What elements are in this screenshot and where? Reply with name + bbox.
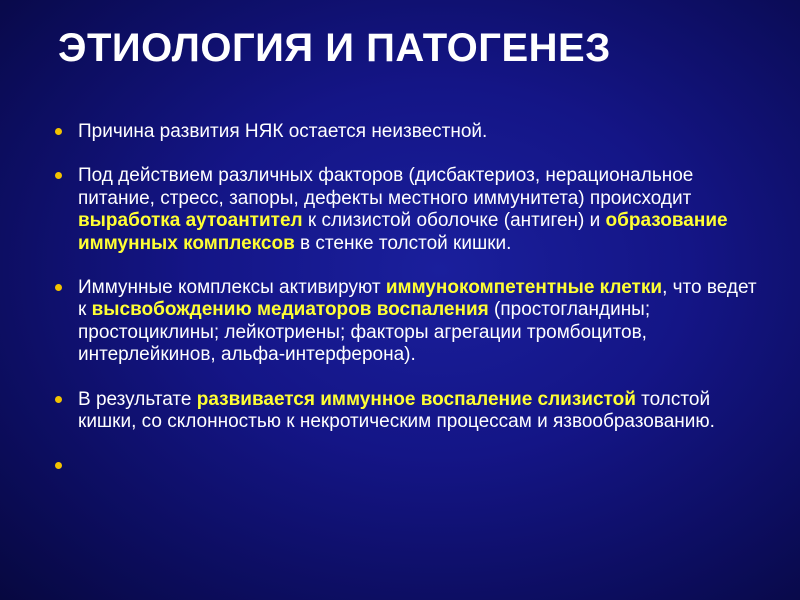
highlighted-text-segment: развивается иммунное воспаление слизистой: [196, 388, 636, 410]
text-segment: В результате: [78, 388, 197, 410]
bullet-dot-icon: [55, 284, 62, 291]
bullet-item-empty: [54, 455, 764, 477]
bullet-text: [78, 121, 487, 142]
bullet-dot-icon: [55, 462, 62, 469]
text-segment: Причина развития НЯК остается неизвестной.: [78, 121, 488, 142]
slide-title: ЭТИОЛОГИЯ И ПАТОГЕНЕЗ: [58, 26, 611, 70]
text-segment: , что ведет к: [78, 277, 757, 321]
bullet-dot-icon: [55, 128, 62, 135]
bullet-text: [78, 389, 715, 432]
bullet-item: [54, 165, 764, 255]
bullet-item: [54, 277, 764, 367]
highlighted-text-segment: высвобождению медиаторов воспаления: [91, 299, 489, 321]
text-segment: (простогландины; простоциклины; лейкотриены; факторы агрегации тромбоцитов, интерлейкинов, альфа-интерферона).: [78, 299, 651, 366]
bullet-text: [78, 165, 728, 253]
bullet-dot-icon: [55, 172, 62, 179]
text-segment: толстой кишки, со склонностью к некротическим процессам и язвообразованию.: [78, 388, 715, 433]
text-segment: Иммунные комплексы активируют: [78, 277, 386, 299]
text-segment: Под действием различных факторов (дисбактериоз, нерациональное питание, стресс, запоры, дефекты местного иммунитета) происходит: [78, 165, 694, 209]
bullet-dot-icon: [55, 396, 62, 403]
highlighted-text-segment: образование иммунных комплексов: [78, 210, 728, 254]
text-segment: к слизистой оболочке (антиген) и: [302, 210, 606, 232]
highlighted-text-segment: иммунокомпетентные клетки: [385, 277, 663, 299]
bullet-list: [54, 121, 764, 477]
highlighted-text-segment: выработка аутоантител: [78, 210, 303, 232]
bullet-item: [54, 121, 764, 143]
bullet-text: [78, 277, 757, 365]
bullet-item: [54, 389, 764, 434]
text-segment: в стенке толстой кишки.: [294, 232, 512, 254]
